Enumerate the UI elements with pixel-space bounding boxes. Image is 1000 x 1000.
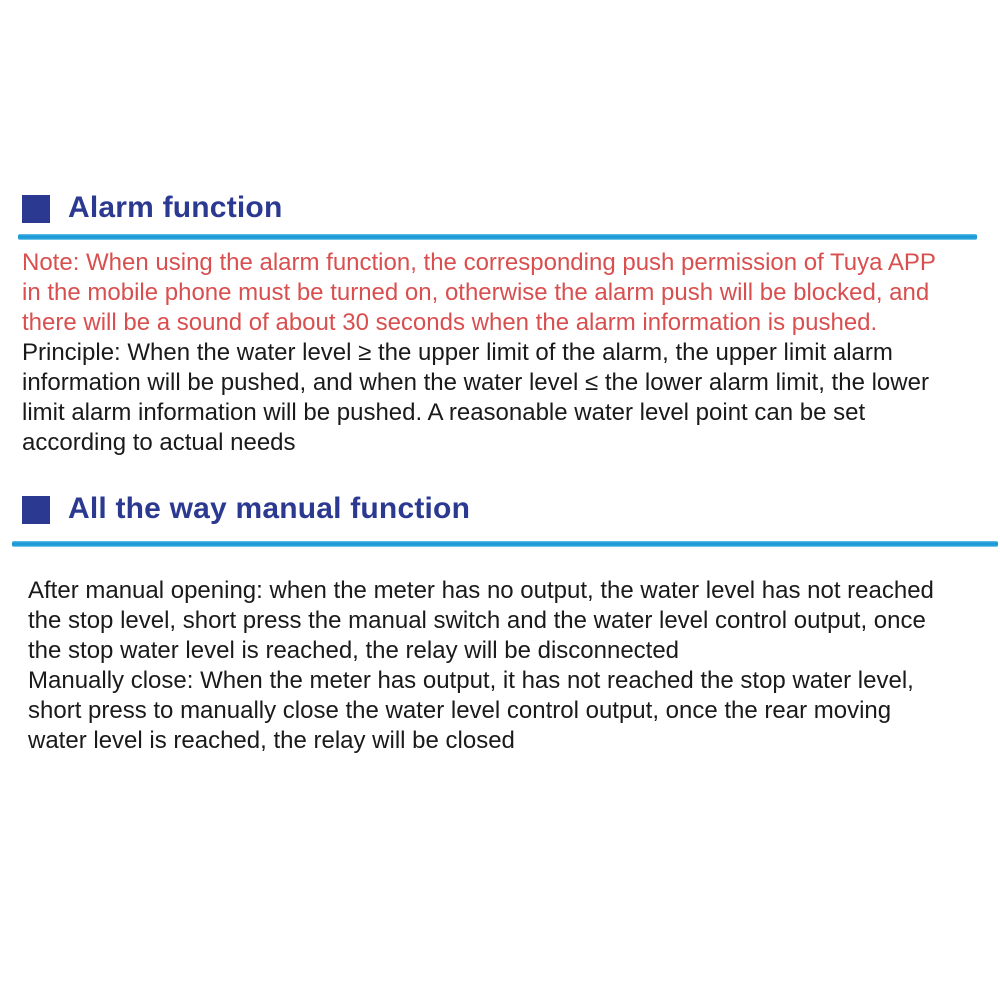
alarm-body-line: according to actual needs — [22, 429, 296, 456]
manual-body-line: the stop level, short press the manual switch and the water level control output, once — [28, 607, 926, 634]
section-manual-divider-rule — [12, 541, 998, 547]
section-manual-title: All the way manual function — [68, 492, 471, 525]
alarm-note-line: Note: When using the alarm function, the corresponding push permission of Tuya APP — [22, 249, 936, 276]
section-alarm-divider-rule — [18, 234, 977, 240]
alarm-note-line: in the mobile phone must be turned on, otherwise the alarm push will be blocked, and — [22, 279, 930, 306]
section-manual-bullet-icon — [22, 496, 50, 524]
alarm-body-line: information will be pushed, and when the water level ≤ the lower alarm limit, the lower — [22, 369, 929, 396]
manual-body-line: water level is reached, the relay will be closed — [28, 727, 515, 754]
manual-body-line: short press to manually close the water level control output, once the rear moving — [28, 697, 892, 724]
section-alarm-bullet-icon — [22, 195, 50, 223]
manual-body-line: the stop water level is reached, the relay will be disconnected — [28, 637, 680, 664]
alarm-body-line: Principle: When the water level ≥ the upper limit of the alarm, the upper limit alarm — [22, 339, 893, 366]
alarm-note-line: there will be a sound of about 30 seconds when the alarm information is pushed. — [22, 309, 878, 336]
section-alarm-title: Alarm function — [68, 191, 283, 224]
section-alarm-paragraph — [22, 248, 936, 458]
section-manual-paragraph — [28, 576, 934, 756]
manual-body-line: Manually close: When the meter has output, it has not reached the stop water level, — [28, 667, 914, 694]
alarm-body-line: limit alarm information will be pushed. A reasonable water level point can be set — [22, 399, 866, 426]
manual-body-line: After manual opening: when the meter has no output, the water level has not reached — [28, 577, 934, 604]
